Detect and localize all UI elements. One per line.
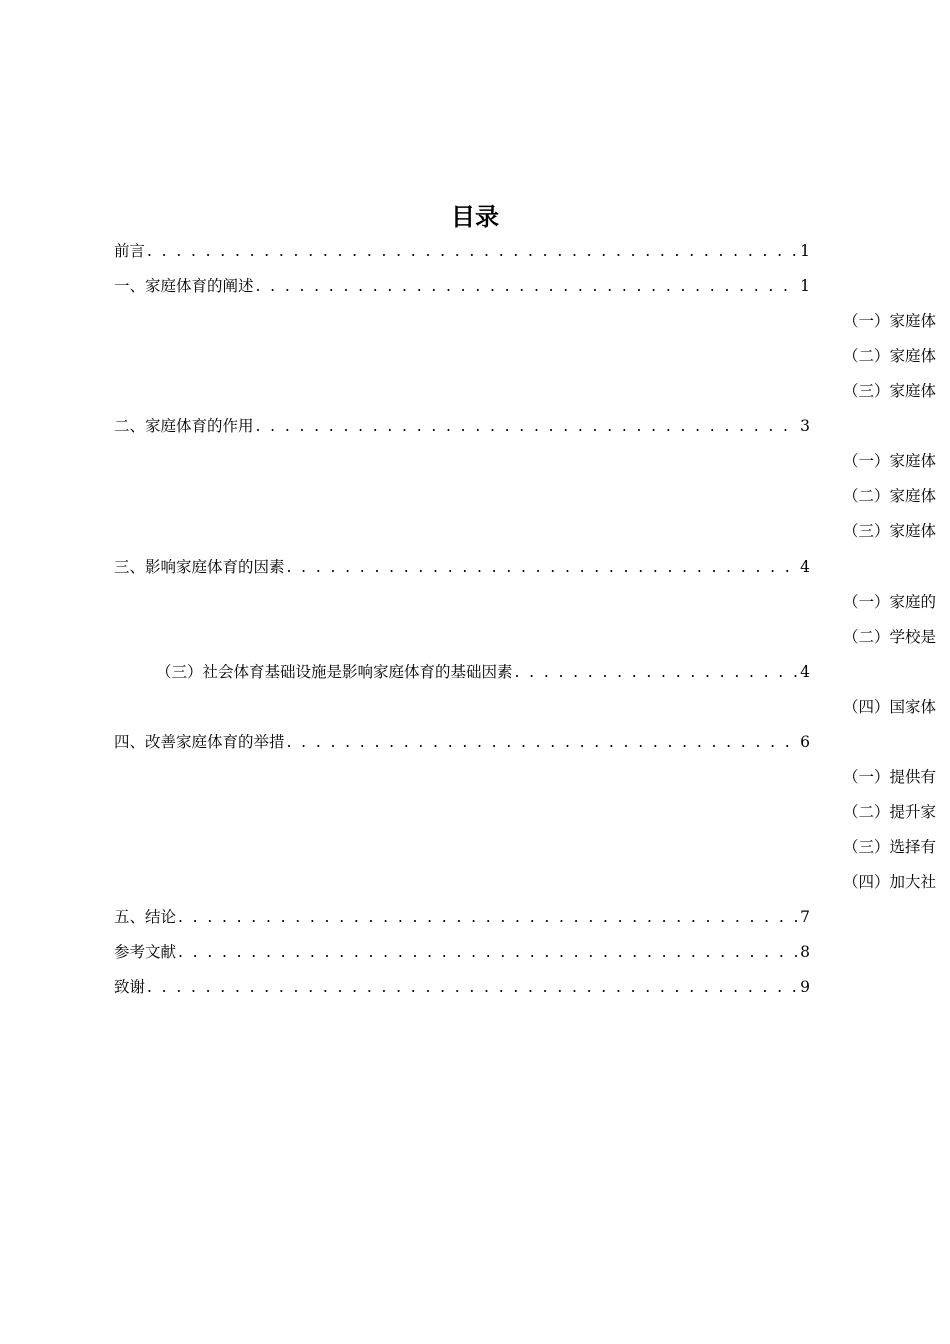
toc-page-number: 3	[800, 417, 810, 435]
toc-page-number: 1	[800, 242, 810, 260]
dot-leader	[178, 941, 798, 963]
toc-subentry[interactable]: （一）家庭体	[843, 452, 937, 470]
dot-leader	[287, 556, 799, 578]
toc-entry[interactable]	[114, 415, 810, 437]
toc-entry-label: 参考文献	[114, 943, 177, 961]
toc-page-number: 8	[800, 943, 810, 961]
toc-entry-label: 致谢	[114, 978, 146, 996]
toc-entry[interactable]	[114, 731, 810, 753]
dot-leader	[256, 415, 799, 437]
toc-page-number: 7	[800, 908, 810, 926]
toc-entry-label: 四、改善家庭体育的举措	[114, 733, 285, 751]
toc-subentry[interactable]: （一）提供有	[843, 768, 937, 786]
toc-entry[interactable]	[114, 906, 810, 928]
toc-title: 目录	[451, 203, 499, 231]
toc-entry-label: 前言	[114, 242, 146, 260]
dot-leader	[147, 976, 798, 998]
toc-entry[interactable]	[156, 661, 810, 683]
toc-entry-label: 二、家庭体育的作用	[114, 417, 254, 435]
dot-leader	[178, 906, 798, 928]
toc-entry-label: 三、影响家庭体育的因素	[114, 558, 285, 576]
toc-page-number: 9	[800, 978, 810, 996]
toc-page-number: 4	[800, 663, 810, 681]
toc-entry-label: 五、结论	[114, 908, 177, 926]
toc-entry[interactable]	[114, 240, 810, 262]
dot-leader	[256, 275, 799, 297]
toc-subentry[interactable]: （二）家庭体	[843, 347, 937, 365]
toc-subentry[interactable]: （四）加大社	[843, 873, 937, 891]
dot-leader	[515, 661, 799, 683]
dot-leader	[287, 731, 799, 753]
toc-subentry[interactable]: （一）家庭的	[843, 593, 937, 611]
toc-subentry[interactable]: （二）提升家	[843, 803, 937, 821]
toc-entry[interactable]	[114, 976, 810, 998]
toc-page-number: 6	[800, 733, 810, 751]
toc-subentry[interactable]: （一）家庭体	[843, 312, 937, 330]
toc-subentry[interactable]: （三）家庭体	[843, 522, 937, 540]
toc-subentry[interactable]: （三）家庭体	[843, 382, 937, 400]
toc-entry[interactable]	[114, 941, 810, 963]
toc-entry-label: （三）社会体育基础设施是影响家庭体育的基础因素	[156, 663, 513, 681]
toc-subentry[interactable]: （三）选择有	[843, 838, 937, 856]
toc-page-number: 1	[800, 277, 810, 295]
toc-entry[interactable]	[114, 275, 810, 297]
toc-subentry[interactable]: （二）家庭体	[843, 487, 937, 505]
toc-page-number: 4	[800, 558, 810, 576]
toc-entry[interactable]	[114, 556, 810, 578]
dot-leader	[147, 240, 798, 262]
toc-entry-label: 一、家庭体育的阐述	[114, 277, 254, 295]
toc-subentry[interactable]: （二）学校是	[843, 628, 937, 646]
toc-subentry[interactable]: （四）国家体	[843, 698, 937, 716]
